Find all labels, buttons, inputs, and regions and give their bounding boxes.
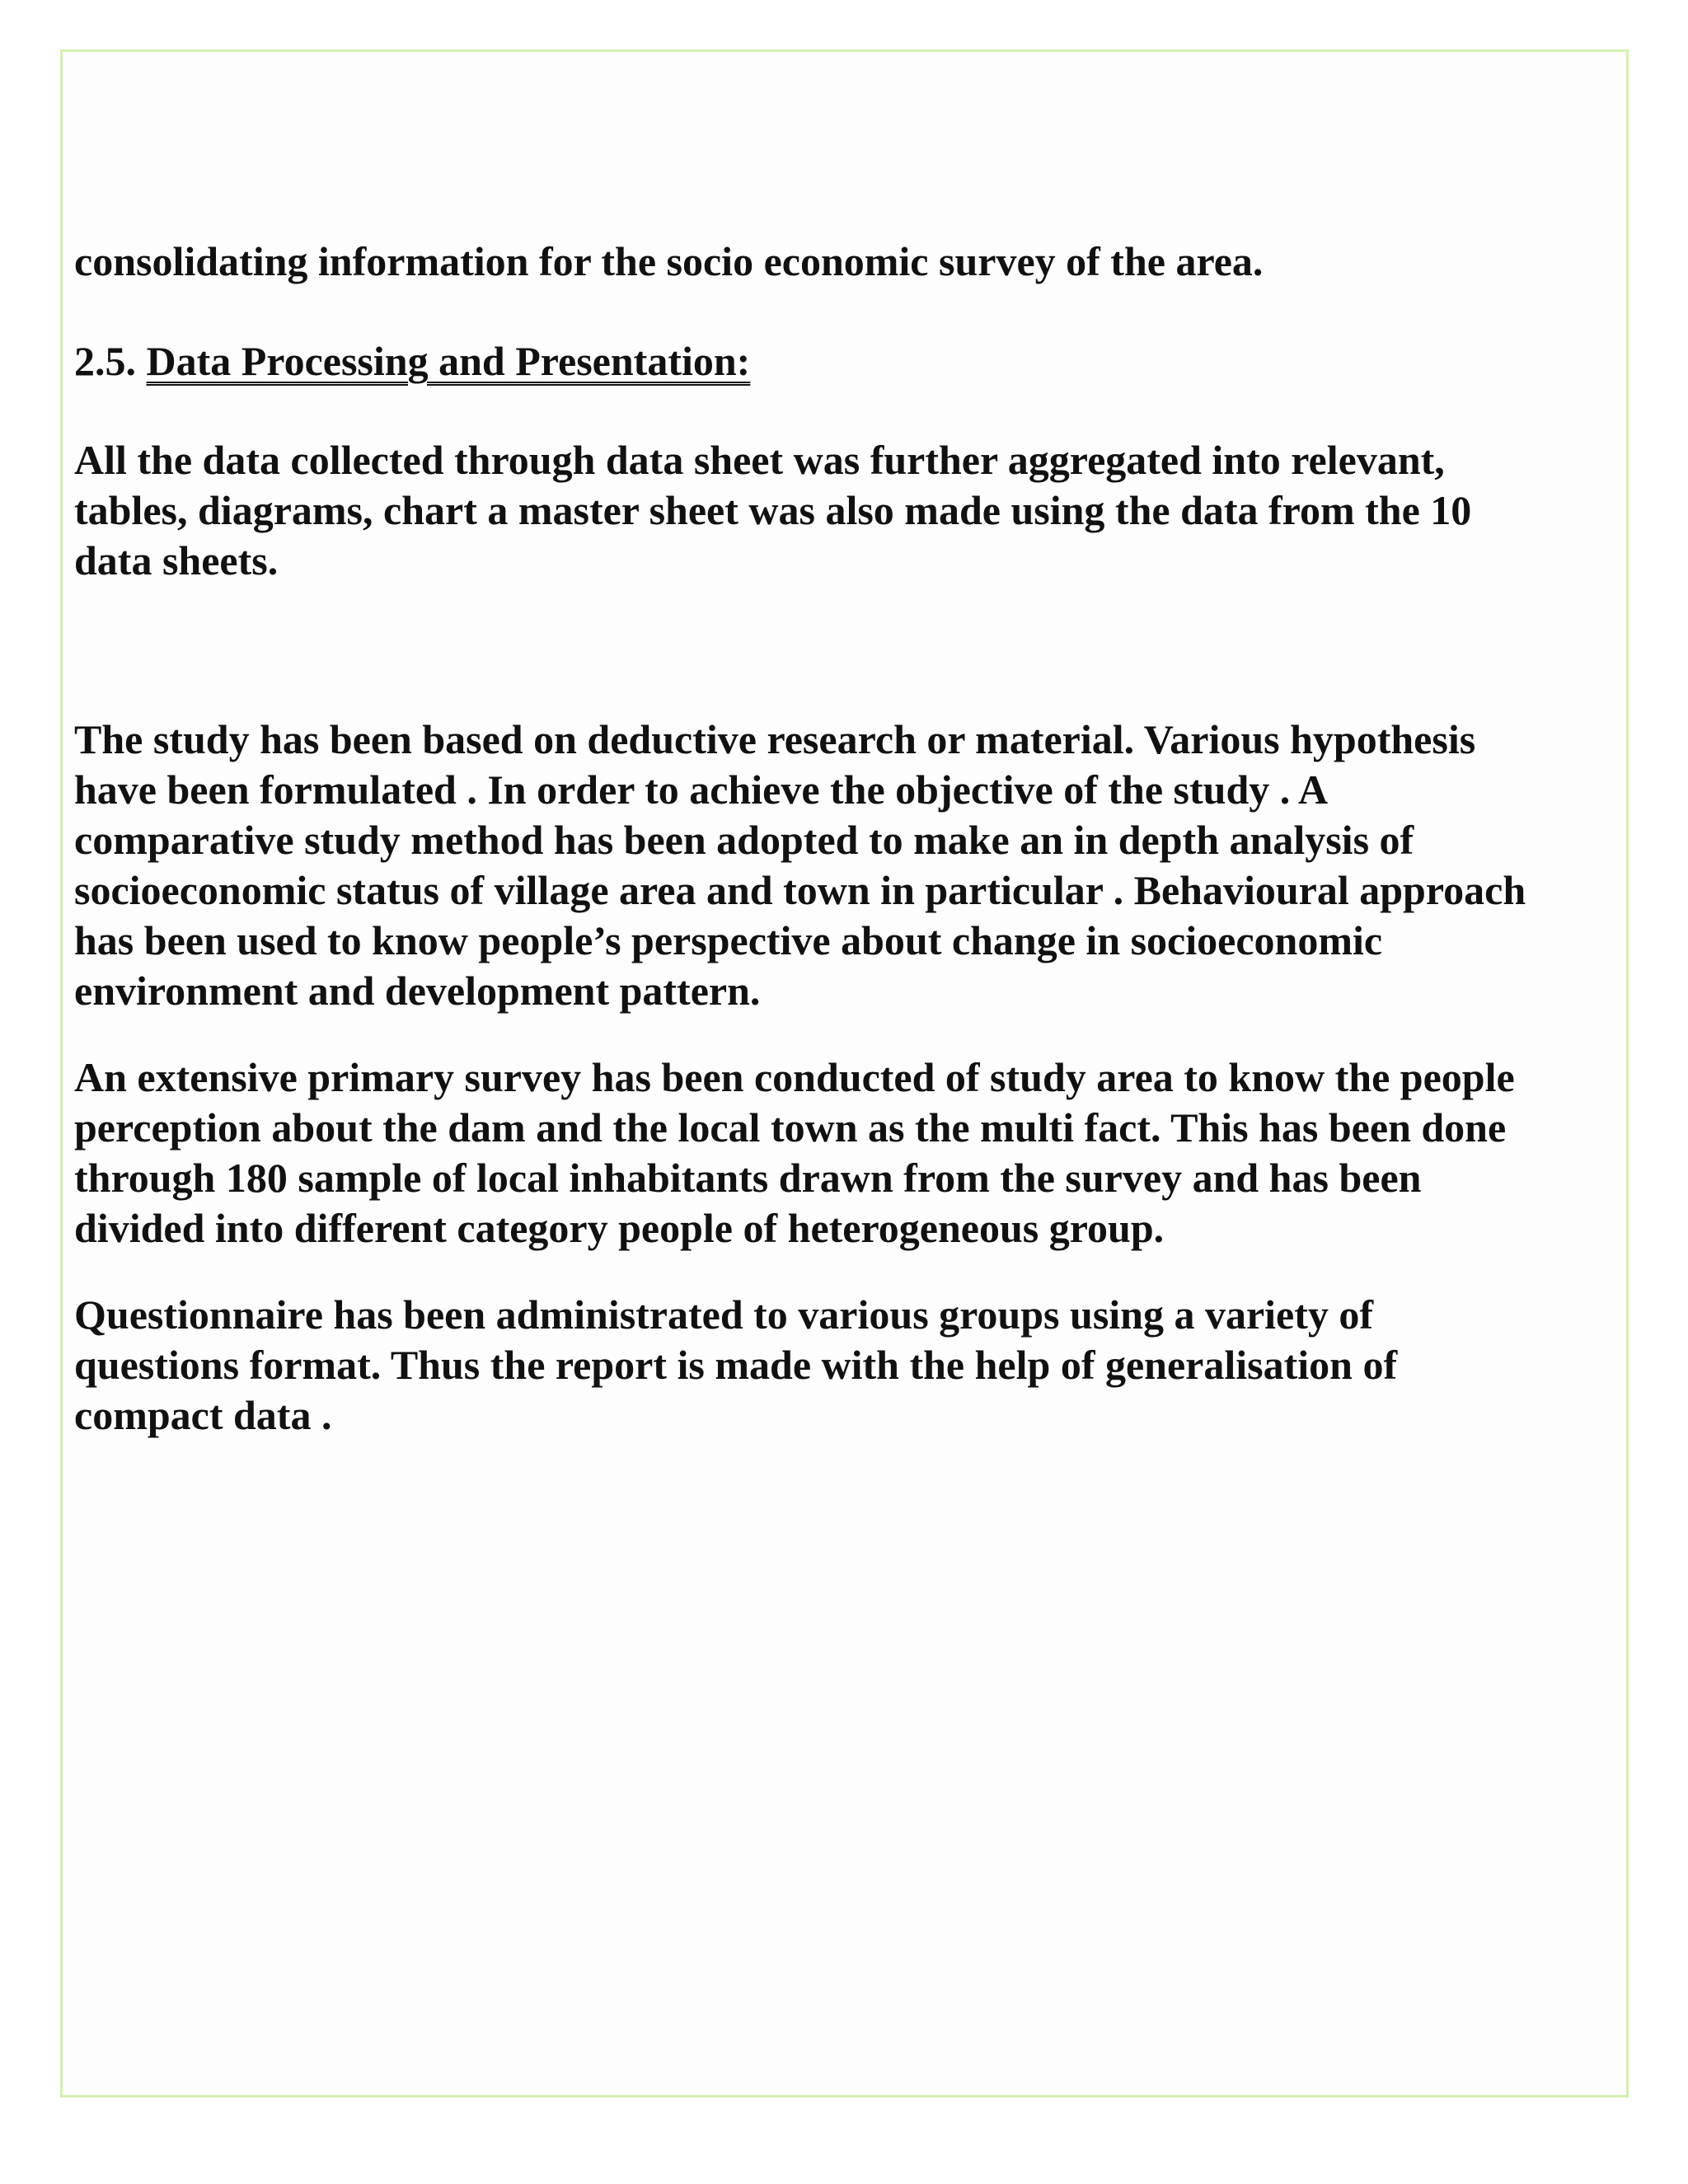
text-line: All the data collected through data sheet was further aggregated into relevant, <box>74 437 1445 483</box>
text-line: comparative study method has been adopted to make an in depth analysis of <box>74 817 1414 863</box>
text-line: have been formulated . In order to achieve the objective of the study . A <box>74 766 1329 813</box>
text-line: The study has been based on deductive research or material. Various hypothesis <box>74 716 1476 762</box>
paragraph-data-aggregation <box>74 435 1624 586</box>
text-line: perception about the dam and the local town as the multi fact. This has been done <box>74 1104 1507 1151</box>
text-line: Questionnaire has been administrated to various groups using a variety of <box>74 1291 1374 1338</box>
text-line: An extensive primary survey has been conducted of study area to know the people <box>74 1054 1515 1100</box>
section-title: Data Processing and Presentation: <box>146 338 751 384</box>
text-line: data sheets. <box>74 537 279 583</box>
section-heading <box>74 336 1624 387</box>
text-line: compact data . <box>74 1392 332 1438</box>
text-line: tables, diagrams, chart a master sheet was also made using the data from the 10 <box>74 487 1472 533</box>
text-line: environment and development pattern. <box>74 968 761 1014</box>
paragraph-questionnaire <box>74 1290 1624 1441</box>
text-line: consolidating information for the socio economic survey of the area. <box>74 238 1264 284</box>
document-body <box>74 237 1624 1441</box>
text-line: questions format. Thus the report is made with the help of generalisation of <box>74 1342 1398 1388</box>
intro-line <box>74 237 1624 287</box>
paragraph-study-method <box>74 715 1624 1016</box>
text-line: through 180 sample of local inhabitants drawn from the survey and has been <box>74 1155 1422 1201</box>
paragraph-primary-survey <box>74 1052 1624 1254</box>
text-line: socioeconomic status of village area and town in particular . Behavioural approach <box>74 867 1526 913</box>
text-line: divided into different category people of heterogeneous group. <box>74 1205 1165 1251</box>
text-line: has been used to know people’s perspective about change in socioeconomic <box>74 917 1383 963</box>
section-number: 2.5. <box>74 338 136 384</box>
